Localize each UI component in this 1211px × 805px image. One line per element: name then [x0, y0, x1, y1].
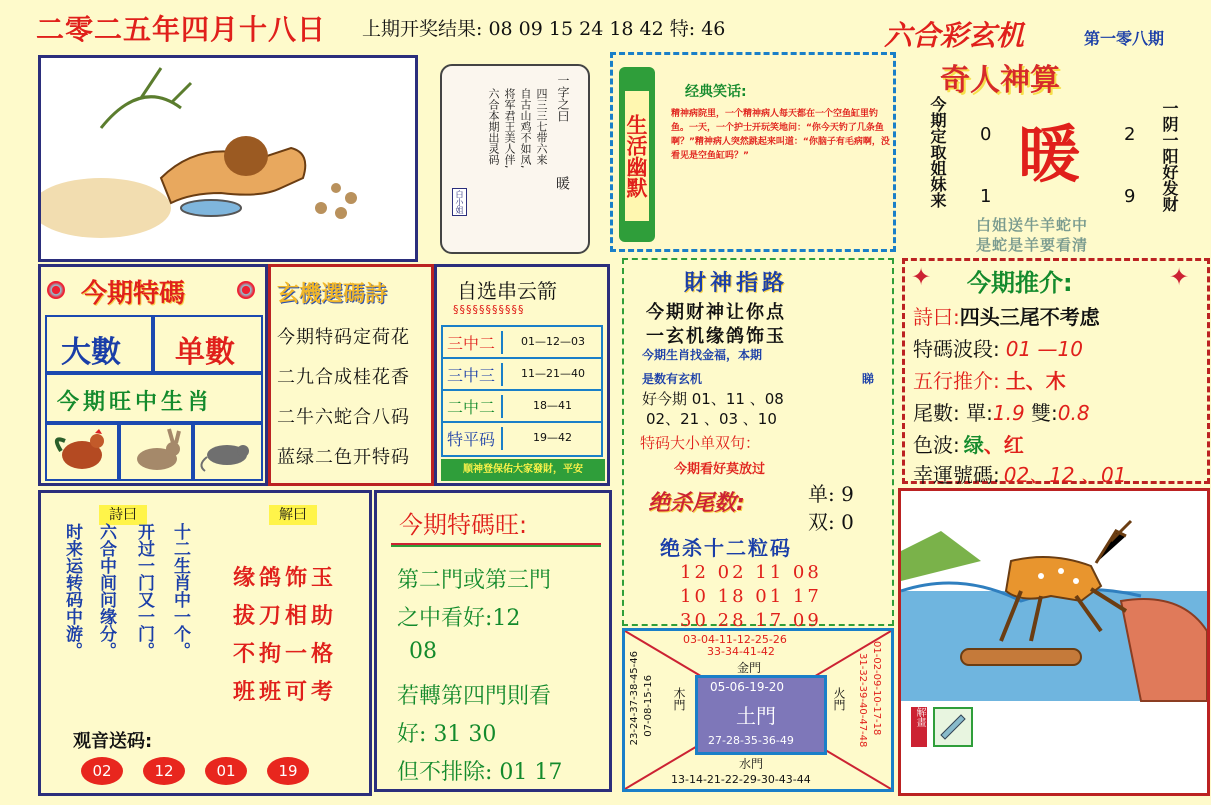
brand-title: 六合彩玄机	[884, 19, 1025, 52]
recommend-tail-double: 雙:	[1031, 401, 1058, 425]
gate-left-1: 07-08-15-16	[643, 675, 654, 737]
deer-picture	[898, 488, 1210, 796]
decor-right-icon	[237, 281, 255, 299]
rabbit-icon	[121, 425, 191, 479]
recommend-wave-value: 01 —10	[1005, 337, 1084, 361]
recommend-wave-label: 特碼波段:	[913, 337, 1000, 361]
last-result	[362, 14, 725, 41]
sparkle-right-icon: ✦	[1169, 263, 1190, 291]
gate-earth-top: 05-06-19-20	[710, 680, 785, 694]
caishen-line-7: 特码大小单双句：	[640, 434, 761, 452]
kill-double-label: 双:	[808, 510, 835, 534]
scroll-col-1: 一字之曰	[556, 74, 570, 122]
poem-title: 玄機選碼詩	[277, 282, 388, 307]
gate-earth-label: 土門	[736, 704, 776, 728]
pick-row-3-value: 18—41	[533, 399, 572, 412]
pick-row-1	[443, 327, 601, 359]
recommend-poem-text: 四头三尾不考虑	[959, 305, 1100, 329]
caishen-line-6: 02、21 、03 、10	[646, 410, 777, 428]
rat-icon	[195, 425, 261, 479]
picks-footer: 顺神登保佑大家發財，平安	[441, 459, 605, 481]
wang-line-1: 第二門或第三門	[397, 568, 552, 593]
zodiac-rat-cell	[193, 423, 263, 481]
recommend-title: 今期推介:	[967, 269, 1073, 297]
gate-left-2: 23-24-37-38-45-46	[629, 651, 640, 746]
jie-line-4: 班班可考	[233, 680, 338, 705]
pick-row-4-value: 19—42	[533, 431, 572, 444]
pick-row-2-label: 三中三	[447, 363, 503, 386]
qiren-digit-3: 1	[980, 186, 992, 207]
caishen-title: 財神指路	[684, 271, 789, 296]
last-result-label: 上期开奖结果:	[362, 18, 483, 40]
wang-line-2: 之中看好:12	[397, 606, 521, 631]
sparkle-left-icon: ✦	[911, 263, 932, 291]
recommend-color-red: 、红	[983, 433, 1024, 457]
picks-panel	[434, 264, 610, 486]
poem-panel	[268, 264, 434, 486]
kill12-row-1: 12 02 11 08	[680, 562, 822, 583]
issue-date: 二零二五年四月十八日	[36, 13, 327, 46]
big-label: 大數	[61, 335, 121, 370]
poem-line-1: 今期特码定荷花	[277, 327, 410, 348]
issue-number: 第一零八期	[1084, 29, 1165, 48]
caishen-line-8: 今期看好莫放过	[674, 462, 766, 477]
verse-scroll	[440, 64, 590, 254]
gate-top-2: 33-34-41-42	[707, 645, 775, 658]
kill-double-value: 0	[841, 510, 854, 534]
qiren-digit-4: 9	[1124, 186, 1136, 207]
scroll-col-4: 自古山鸡不如凤,	[519, 88, 532, 169]
recommend-poem	[913, 301, 1100, 330]
recommend-wuxing-label: 五行推介:	[913, 369, 1000, 393]
pick-row-2-value: 11—21—40	[521, 367, 585, 380]
shiyue-col-1: 时来运转码中游。	[62, 523, 82, 659]
zodiac-rooster-cell	[45, 423, 119, 481]
caishen-line-2: 一玄机缘鸽饰玉	[646, 326, 786, 347]
qiren-title: 奇人神算	[940, 63, 1060, 98]
special-number: 46	[701, 18, 726, 40]
last-result-numbers: 08 09 15 24 18 42	[488, 18, 664, 40]
qiren-left: 今期定取姐妹来	[928, 96, 947, 208]
wang-line-3: 08	[409, 639, 437, 664]
wang-panel	[374, 490, 612, 792]
pick-row-3-label: 二中二	[447, 395, 503, 418]
kill12-row-2: 10 18 01 17	[680, 586, 822, 607]
kill12-title: 绝杀十二粒码	[660, 536, 792, 560]
big-cell	[45, 315, 153, 373]
special-code-panel	[38, 264, 268, 486]
qiren-right: 一阴一阳好发财	[1160, 100, 1179, 212]
recommend-color	[913, 429, 1024, 458]
pick-row-3	[443, 391, 601, 423]
wang-divider	[391, 543, 601, 547]
recommend-color-label: 色波:	[913, 433, 960, 457]
humor-side-label: 生活幽默	[625, 91, 649, 221]
pick-row-4-label: 特平码	[447, 427, 503, 450]
recommend-tail-label: 尾數:	[913, 401, 960, 425]
lion-illustration	[41, 58, 415, 259]
recommend-tail-single-value: 1.9	[992, 401, 1025, 425]
guanyin-ball-4: 19	[267, 757, 309, 785]
caishen-panel	[622, 258, 894, 631]
wang-line-5: 好: 31 30	[397, 722, 497, 747]
caishen-line-3: 今期生肖找金福，本期	[642, 348, 763, 362]
scroll-col-6: 六合本期出灵码	[487, 88, 500, 165]
decor-left-icon	[47, 281, 65, 299]
gate-right-1: 01-02-09-10-17-18	[871, 641, 882, 736]
jie-line-3: 不拘一格	[233, 642, 338, 667]
humor-title: 经典笑话:	[685, 84, 747, 100]
qiren-big-char: 暖	[1018, 118, 1081, 191]
gate-earth-bottom: 27-28-35-36-49	[708, 734, 794, 747]
pick-row-1-value: 01—12—03	[521, 335, 585, 348]
pick-row-1-label: 三中二	[447, 331, 503, 354]
recommend-color-green: 绿	[963, 433, 984, 457]
gate-fire-label: 火門	[832, 687, 846, 711]
kill12-row-3: 30 28 17 09	[680, 610, 822, 631]
qiren-digit-1: 0	[980, 124, 992, 145]
scroll-col-3: 四三三七带六来	[535, 88, 548, 165]
single-cell	[153, 315, 263, 373]
picks-title: 自选串云箭	[457, 279, 557, 303]
scroll-seal: 白小姐	[452, 188, 467, 216]
zodiac-title-cell	[45, 373, 263, 423]
humor-side-bar	[619, 67, 655, 242]
recommend-wuxing-value: 土、木	[1005, 369, 1066, 393]
special-code-title: 今期特碼	[81, 279, 186, 309]
poem-line-3: 二牛六蛇合八码	[277, 407, 410, 428]
wang-line-4: 若轉第四門則看	[397, 684, 552, 709]
gate-bottom: 13-14-21-22-29-30-43-44	[671, 773, 811, 786]
writing-icon	[933, 707, 973, 747]
recommend-lucky-label: 幸運號碼:	[913, 463, 1000, 487]
recommend-wuxing	[913, 365, 1066, 394]
gate-top-1: 03-04-11-12-25-26	[683, 633, 787, 646]
guanyin-ball-2: 12	[143, 757, 185, 785]
recommend-poem-label: 詩曰:	[913, 305, 960, 329]
humor-panel	[610, 52, 896, 252]
shiyue-col-3: 开过一门又一门。	[134, 523, 154, 659]
caishen-line-1: 今期财神让你点	[646, 302, 786, 323]
kill-tail-label: 绝杀尾数:	[648, 491, 745, 516]
zodiac-rabbit-cell	[119, 423, 193, 481]
recommend-tail-double-value: 0.8	[1057, 401, 1090, 425]
poem-line-4: 蓝绿二色开特码	[277, 447, 410, 468]
picks-deco: §§§§§§§§§§§	[453, 303, 525, 316]
wang-title: 今期特碼旺:	[399, 511, 528, 539]
scroll-col-2: 暖	[554, 176, 570, 190]
caishen-line-5: 好今期 01、11 、08	[642, 390, 784, 408]
jie-line-1: 缘鸽饰玉	[233, 566, 338, 591]
kill-single	[808, 478, 854, 507]
gates-panel	[622, 628, 894, 792]
explain-badge: 解畫	[911, 707, 927, 747]
pick-row-2	[443, 359, 601, 391]
zodiac-title: 今期旺中生肖	[57, 390, 214, 415]
shiyue-col-2: 六合中间问缘分。	[96, 523, 116, 659]
pick-row-4	[443, 423, 601, 455]
recommend-panel	[902, 258, 1210, 487]
kill-double	[808, 506, 854, 535]
shiyue-panel	[38, 490, 372, 796]
gate-wood-label: 木門	[672, 687, 686, 711]
lion-picture	[38, 55, 418, 262]
gate-right-2: 31-32-39-40-47-48	[857, 653, 868, 748]
caishen-line-4b: 睇	[862, 372, 875, 386]
gate-water-label: 水門	[739, 757, 764, 771]
shiyue-col-4: 十二生肖中一个。	[170, 523, 190, 659]
guanyin-ball-1: 02	[81, 757, 123, 785]
caishen-line-4a: 是数有玄机	[642, 372, 703, 386]
guanyin-label: 观音送码:	[73, 731, 153, 752]
recommend-lucky	[913, 459, 1126, 488]
recommend-tail	[913, 397, 1090, 426]
rooster-icon	[47, 425, 117, 479]
jie-line-2: 拔刀相助	[233, 604, 338, 629]
recommend-lucky-value: 02、12 、01	[1003, 463, 1127, 487]
recommend-tail-single: 單:	[966, 401, 993, 425]
gate-earth	[695, 675, 827, 755]
qiren-line-1: 白姐送牛羊蛇中	[976, 216, 1089, 234]
poem-line-2: 二九合成桂花香	[277, 367, 410, 388]
picks-table	[441, 325, 603, 457]
kill-single-value: 9	[841, 482, 854, 506]
qiren-line-2: 是蛇是羊要看清	[976, 236, 1089, 254]
humor-text: 精神病院里，一个精神病人每天都在一个空鱼缸里钓鱼。一天，一个护士开玩笑地问：“你今天钓了几条鱼啊？”精神病人突然跳起来叫道：“你脑子有毛病啊，没看见是空鱼缸吗？”	[671, 109, 890, 161]
recommend-wave	[913, 333, 1083, 362]
special-label: 特:	[669, 18, 696, 40]
single-label: 单數	[175, 335, 235, 370]
guanyin-ball-3: 01	[205, 757, 247, 785]
qiren-digit-2: 2	[1124, 124, 1136, 145]
scroll-col-5: 将军君王美人伴,	[503, 88, 516, 169]
gate-gold-label: 金門	[737, 661, 762, 675]
jie-title: 解曰	[269, 505, 317, 525]
wang-line-6: 但不排除: 01 17	[397, 760, 563, 785]
kill-single-label: 单:	[808, 482, 835, 506]
shiyue-title: 詩曰	[99, 505, 147, 525]
